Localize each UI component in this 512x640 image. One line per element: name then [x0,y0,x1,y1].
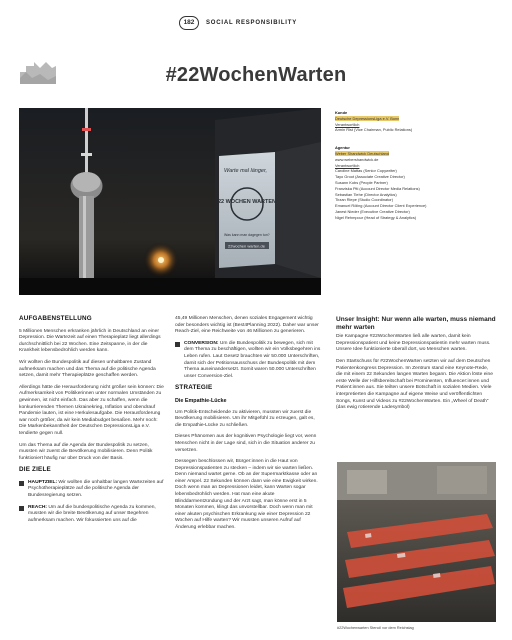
bullet-text: Um auf die bundespolitische Agenda zu kommen, mussten wir die breite Bevölkerung auf unser Begehren aufmerksam machen. Wir fokussierten uns auf die [28,504,156,523]
credit-person: Janest Nieder (Executive Creative Director) [335,208,410,214]
paragraph: Den Startschuss für #22WochenWarten setzten wir auf dem Deutschen Patientenkongress Depression. Im Zentrum stand eine Keynote-Rede, die mit einem 22 Sekunden langen Warten begann. Die Aktion löste eine erste Welle der Hilfsbereitschaft bei Prominenten, Influencer:innen und Patient:innen aus. Sie teilten unsere Botschaft in sozialen Medien. Viele interpretierten die Kampagne auf eigene Weise und veröffentlichten Songs, Kunst und Videos zu #22WochenWarten. Ein „Wheel of Death" (das ewig rotierende Ladesymbol) [336,358,493,411]
credit-person: Caroline Mattas (Senior Copywriter) [335,168,397,174]
heading-aufgabenstellung: AUFGABENSTELLUNG [19,315,92,322]
heading-strategie: STRATEGIE [175,384,213,392]
insight-heading: Unser Insight: Nur wenn alle warten, muss niemand mehr warten [336,316,496,331]
campaign-photo [19,108,321,295]
goal-bullet-conversion [175,341,321,381]
verantwortlich-label-1: Verantwortlich [335,121,360,127]
agentur-web[interactable]: www.webershandwick.de [335,156,379,162]
text-column-3 [336,316,496,417]
bullet-square-icon [19,481,24,486]
agentur-label: Agentur [335,145,350,151]
billboard-line-1: Warte mal länger, [224,168,268,174]
credit-person: Emanuel Röling (Account Director Client Experience) [335,203,427,209]
bullet-label: REACH: [28,504,48,510]
paragraph: Dessegen beschlossen wir, Bürger:innen in die Haut von Depressionspatienten zu stecken – indem wir sie warten ließen. Denn niemand wartet gerne. Ob an der Supermarktkasse oder an einer Ampel. 22 Sekunden können dann wie eine Ewigkeit wirken. Doch wenn man an Depressionen leidet, kann Warten sogar lebensbedrohlich werden. Hat man eine akute Blinddarmentzündung und der Arzt sagt, man könne erst in 5 Monaten kommen, klingt das unvorstellbar. Doch wenn man mit einer akuten psychischen Erkrankung wie einer Depression 22 Wochen auf Hilfe warten? Wir mussten unseren Aufruf auf Änderung erlebbar machen. [175,459,318,531]
kunde-label: Kunde [335,110,348,115]
bullet-text: Wir wollten die unhaltbar langen Wartezeiten auf Psychotherapieplätze auf die politische Agenda der Bundesregierung setzen. [28,479,164,499]
credit-person: Tayo Groot (Associate Creative Director) [335,174,405,180]
page-title: #22WochenWarten [165,64,347,86]
paragraph: Um Politik-Entscheidende zu aktivieren, mussten wir zuerst die Bevölkerung mobilisieren. Um ihr Mitgefühl zu erzeugen, galt es, die Empathie-Lücke zu schließen. [175,409,315,428]
billboard-line-2: 22 WOCHEN WARTEN [217,199,277,205]
verantwortlich-1: Armin Rist (Vice Chairman, Public Relations) [335,127,413,133]
goal-bullet-hauptziel [19,480,165,500]
bullet-label: HAUPTZIEL: [28,479,58,485]
paragraph: 5 Millionen Menschen erkranken jährlich in Deutschland an einer Depression. Die Wartezeit auf einen Therapieplatz liegt allerdings durchschnittlich bei 22 Wochen. Eine Zeitspanne, in der die Krankheit lebensbedrohlich werden kann. [19,328,161,354]
photo-caption: #22Wochenwarten Stencil vor dem Reichstag [337,626,414,630]
stencil-photo [337,462,496,622]
billboard-line-3: Was kann man dagegen tun? [224,233,270,237]
bullet-square-icon [175,342,180,347]
credit-person: Nigel Rehmpour (Head of Strategy & Analytics) [335,214,417,220]
credit-person: Tirzan Riepe (Studio Coordinator) [335,197,394,203]
paragraph: Wir wollten die Bundespolitik auf diesen unhaltbaren Zustand aufmerksam machen und das Thema auf die politische Agenda setzen, damit mehr Therapieplätze geschaffen werden. [19,359,156,379]
credits-sidebar [335,110,495,221]
paragraph: Um das Thema auf die Agenda der Bundespolitik zu setzen, mussten wir zuerst die Bevölkerung mobilisieren. Denn Politik funktioniert häufig nur über Druck von der Basis. [19,442,153,461]
page-number [179,16,199,30]
agentur-name: Weber Shandwick Deutschland [335,150,389,156]
paragraph: Allerdings hätte die Herausforderung nicht größer sein können: Die Aufmerksamkeit von Politikerinnen unter normalen Umständen zu gewinnen, ist nicht einfach. Das aber zu schaffen, wenn die konkurrierenden Themen Ukrainekrieg, Inflation und obendrauf Pandemie lauten, ist eine Herkulesaufgabe. Die Herausforderung war noch größer, da wir kein Mediabudget besaßen. Mehr noch: Die Markenbekanntheit der Deutschen DepressionsLiga e.V. tendierte gegen null. [19,384,164,436]
billboard-line-4: 22wochen warten.de [228,243,265,249]
berlin-tv-tower-image [19,108,321,295]
heading-ziele: DIE ZIELE [19,466,51,474]
credit-person: Sebastian Tiehe (Director Analytics) [335,191,397,197]
goal-bullet-reach [19,505,165,525]
verantwortlich-label-2: Verantwortlich [335,162,360,168]
credit-person: Franziska Piti (Account Director Media Relations) [335,185,420,191]
text-column-1 [19,316,165,529]
page-number-text: 182 [183,19,195,26]
street-stencil-image [337,462,496,622]
section-label: SOCIAL RESPONSIBILITY [206,20,298,26]
credit-person: Susann Kobs (People Partner) [335,179,388,185]
bullet-square-icon [19,506,24,511]
page-header [0,16,512,30]
bullet-text: Um die Bundespolitik zu bewegen, sich mit dem Thema zu beschäftigen, wollten wir ein Volksbegehren ins Leben rufen. Laut Gesetz brauchten wir 50.000 Unterschriften, damit sich der Petitionsausschuss der Bundespolitik mit dem Thema auseinandersetzt. Somit waren 50.000 Unterschriften unser Conversion-Ziel. [184,340,321,379]
paragraph: Die Kampagne #22WochenWarten ließ alle warten, damit kein Depressionspatient und keine Depressionspatientin mehr warten muss. Unsere Idee funktionierte überall dort, wo Menschen warten. [336,334,491,353]
kunde-name: Deutsche DepressionsLiga e.V. Bonn [335,115,400,121]
text-column-2 [175,316,321,537]
paragraph: Dieses Phänomen aus der kognitiven Psychologie liegt vor, wenn Menschen nicht in der Lage sind, sich in die Situation anderer zu versetzen. [175,434,317,453]
paragraph: 45,49 Millionen Menschen, denen soziales Engagement wichtig oder besonders wichtig ist (Best4Planning 2022). Daher war unser Reach-Ziel, eine Reichweite von 46 Millionen zu generieren. [175,316,319,335]
bullet-label: CONVERSION: [184,340,219,346]
subheading-empathie: Die Empathie-Lücke [175,397,227,404]
